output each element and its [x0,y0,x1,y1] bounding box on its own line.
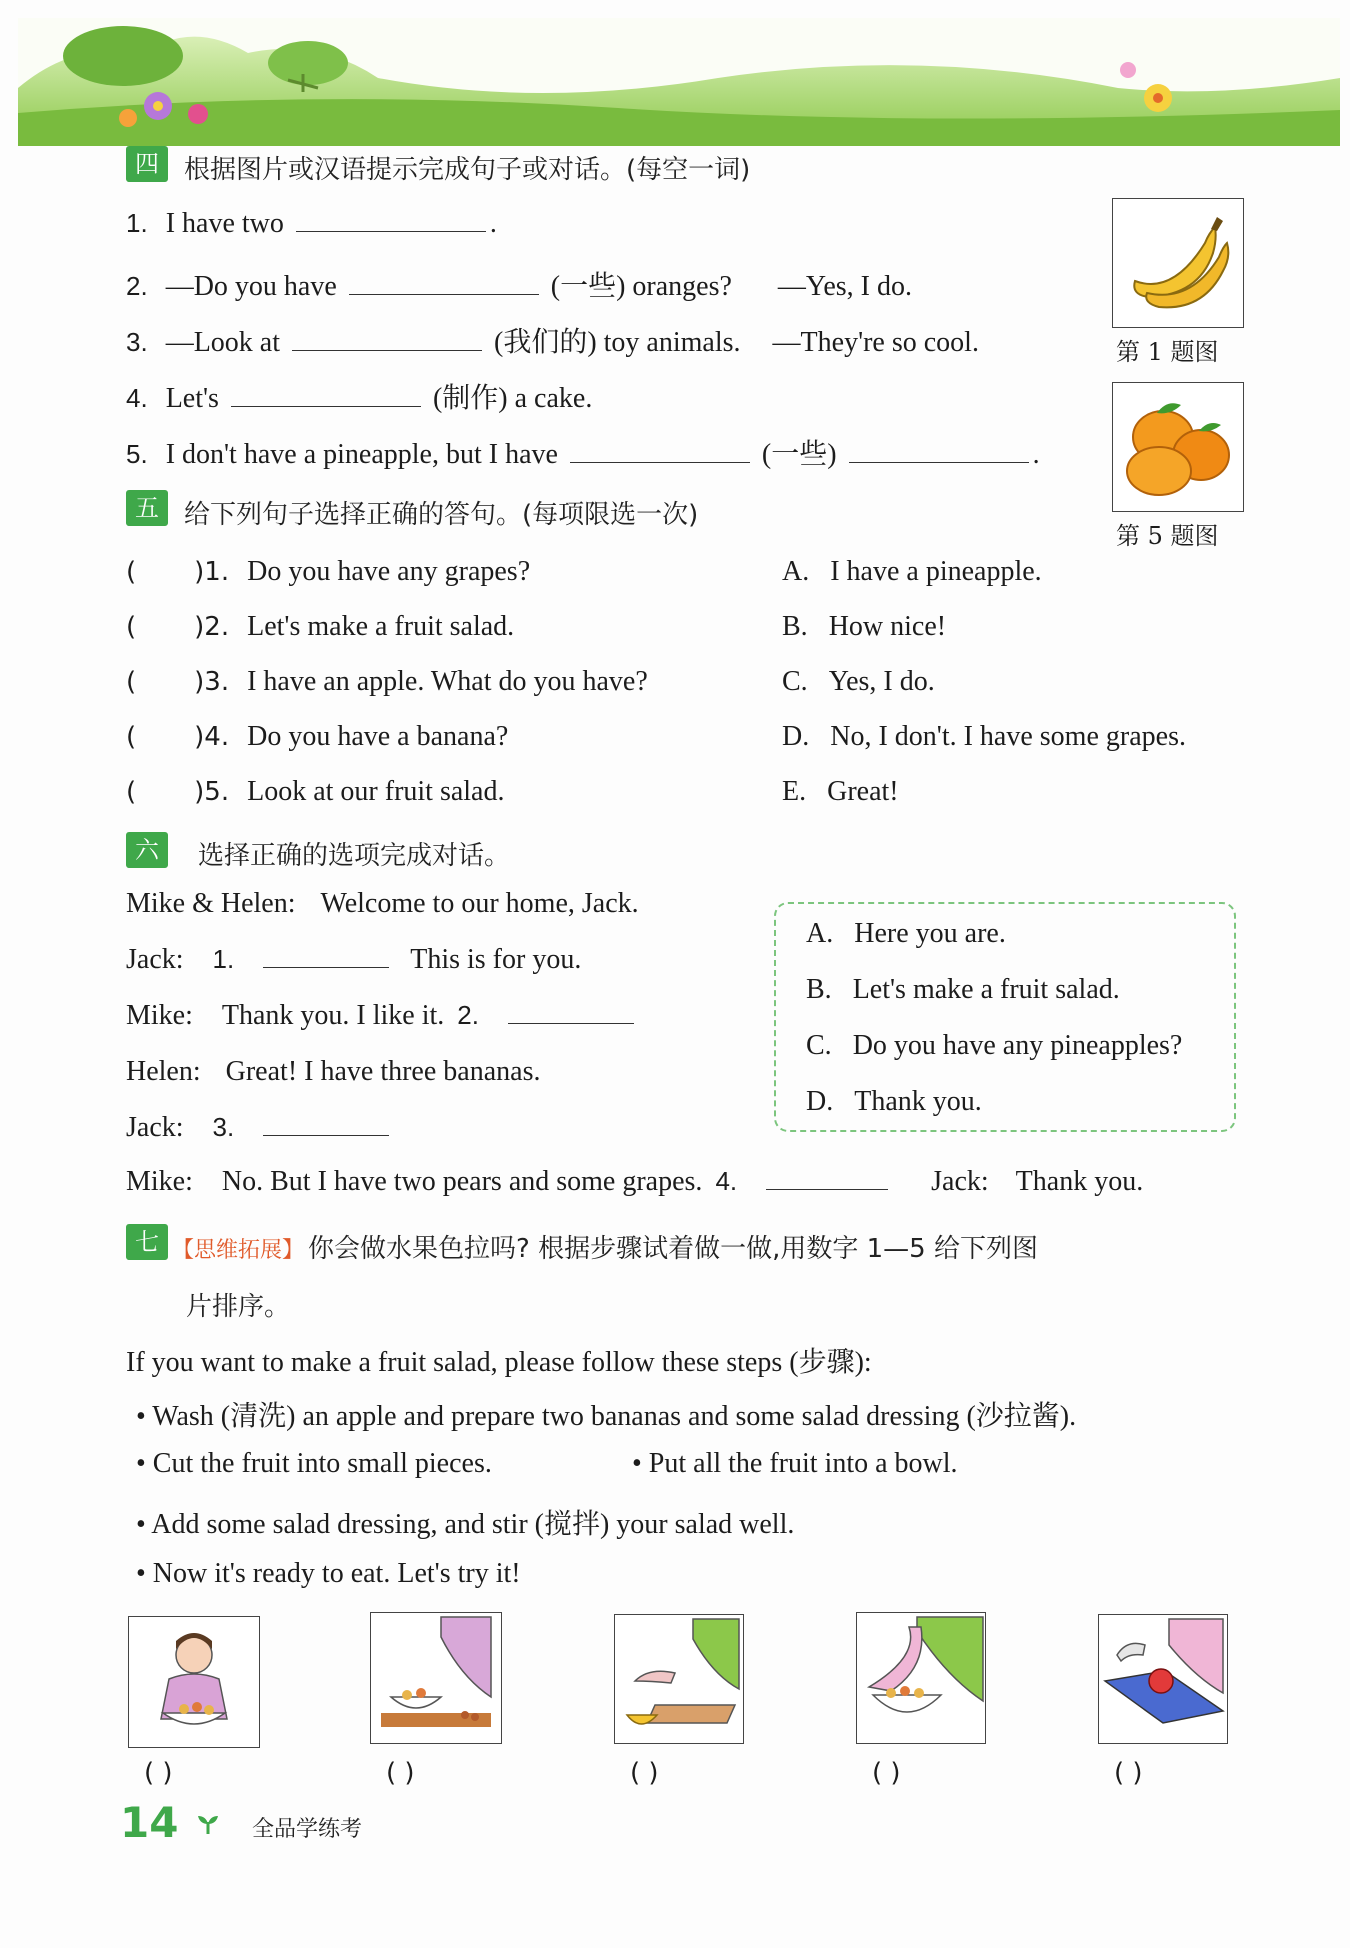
question-text: Let's make a fruit salad. [247,611,515,642]
item-text: Let's [165,383,219,414]
answer-letter: D. [782,721,810,752]
q4-item-1 [126,208,497,240]
picture-adding-dressing [370,1612,502,1744]
item-hint: (一些) oranges? [550,271,732,302]
line-text: This is for you. [410,944,582,975]
answer-blank[interactable] [292,328,482,351]
step-5: • Now it's ready to eat. Let's try it! [136,1558,521,1589]
step-2: • Cut the fruit into small pieces. [136,1448,492,1479]
q5-question-2 [126,611,514,643]
bowl-icon [857,1613,985,1743]
order-answer-1[interactable]: ( ) [144,1758,173,1788]
item-reply: —Yes, I do. [777,271,912,302]
item-end: . [489,208,497,239]
line-text: Thank you. I like it. [221,1000,445,1031]
section-4-title: 根据图片或汉语提示完成句子或对话。(每空一词) [184,155,751,185]
answer-text: Great! [827,776,899,807]
item-number: 2. [126,271,148,301]
step-4: • Add some salad dressing, and stir (搅拌) your salad well. [136,1509,795,1540]
oranges-picture [1112,382,1244,512]
option-a [806,918,1006,950]
blank-number: 2. [457,1000,479,1030]
question-text: I have an apple. What do you have? [247,666,648,697]
section-5-badge: 五 [126,490,168,526]
section-6-badge: 六 [126,832,168,868]
q4-item-4 [126,376,592,416]
q4-item-2 [126,264,912,304]
answer-paren-open: ( [126,722,137,752]
section-7-title-line-2: 片排序。 [186,1292,291,1322]
option-letter: D. [806,1086,834,1117]
answer-blank[interactable] [349,272,539,295]
girl-eating-icon [129,1617,259,1747]
question-number[interactable]: )2. [194,612,230,642]
item-text: I have two [165,208,284,239]
blank-number: 3. [212,1112,235,1142]
answer-blank[interactable] [263,1113,389,1136]
question-text: Do you have any grapes? [247,556,531,587]
order-answer-5[interactable]: ( ) [1114,1758,1143,1788]
section-7-title [172,1228,1038,1265]
question-number[interactable]: )3. [194,667,230,697]
q5-answer-b [782,611,946,643]
dialogue-line-6 [126,1166,1143,1198]
item-number: 4. [126,383,148,413]
item-hint: (制作) a cake. [432,383,593,414]
thinking-extension-tag: 【思维拓展】 [172,1238,305,1263]
answer-paren-open: ( [126,557,137,587]
dialogue-line-2 [126,944,581,976]
order-answer-4[interactable]: ( ) [872,1758,901,1788]
answer-letter: E. [782,776,807,807]
question-number[interactable]: )4. [194,722,230,752]
q5-answer-d [782,721,1186,753]
answer-letter: B. [782,611,808,642]
question-text: Do you have a banana? [247,721,509,752]
q5-answer-e [782,776,899,808]
picture-cutting-fruit [614,1614,744,1744]
option-text: Here you are. [854,918,1006,949]
item-hint: (一些) [761,439,837,470]
answer-blank[interactable] [296,209,486,232]
orange-icon [1113,383,1243,511]
item-hint: (我们的) toy animals. [494,327,741,358]
option-letter: A. [806,918,834,949]
answer-letter: A. [782,556,810,587]
option-letter: B. [806,974,832,1005]
blank-number: 1. [212,944,235,974]
q4-item-3 [126,320,979,360]
option-c [806,1030,1182,1062]
answer-text: Yes, I do. [828,666,935,697]
section-5-title: 给下列句子选择正确的答句。(每项限选一次) [184,500,699,530]
section-7-badge: 七 [126,1224,168,1260]
order-answer-2[interactable]: ( ) [386,1758,415,1788]
speaker: Mike & Helen: [126,888,296,919]
banana-icon [1113,199,1243,327]
speaker: Helen: [126,1056,201,1087]
speaker: Mike: [126,1000,193,1031]
item-reply: —They're so cool. [772,327,979,358]
item-number: 3. [126,327,148,357]
answer-blank[interactable] [231,384,421,407]
title-line-1: 你会做水果色拉吗? 根据步骤试着做一做,用数字 1—5 给下列图 [308,1234,1038,1264]
steps-intro: If you want to make a fruit salad, please follow these steps (步骤): [126,1347,872,1378]
question-number[interactable]: )1. [194,557,230,587]
dressing-icon [371,1613,501,1743]
step-1: • Wash (清洗) an apple and prepare two bananas and some salad dressing (沙拉酱). [136,1401,1077,1432]
picture-washing-apple [1098,1614,1228,1744]
section-6-title: 选择正确的选项完成对话。 [198,841,511,871]
option-text: Let's make a fruit salad. [852,974,1120,1005]
dialogue-line-4 [126,1056,540,1088]
knife-board-icon [615,1615,743,1743]
banana-picture [1112,198,1244,328]
sprout-icon [196,1812,220,1836]
figure-5-caption: 第 5 题图 [1116,522,1219,550]
answer-blank[interactable] [263,945,389,968]
answer-blank[interactable] [849,440,1029,463]
option-b [806,974,1120,1006]
q5-answer-c [782,666,935,698]
answer-paren-open: ( [126,667,137,697]
figure-1-caption: 第 1 题图 [1116,338,1219,366]
q5-question-3 [126,666,648,698]
answer-blank[interactable] [766,1167,888,1190]
order-answer-3[interactable]: ( ) [630,1758,659,1788]
answer-paren-open: ( [126,612,137,642]
option-text: Thank you. [854,1086,982,1117]
speaker: Jack: [931,1166,989,1197]
line-text: Great! I have three bananas. [225,1056,541,1087]
meadow-banner-illustration [18,18,1340,146]
answer-letter: C. [782,666,808,697]
q5-question-1 [126,556,530,588]
blank-number: 4. [715,1166,738,1196]
option-text: Do you have any pineapples? [852,1030,1183,1061]
step-3: • Put all the fruit into a bowl. [632,1448,958,1479]
q5-question-4 [126,721,508,753]
dialogue-line-5 [126,1112,389,1144]
question-text: Look at our fruit salad. [247,776,505,807]
option-letter: C. [806,1030,832,1061]
q4-item-5 [126,432,1040,472]
picture-putting-into-bowl [856,1612,986,1744]
answer-text: I have a pineapple. [830,556,1042,587]
speaker: Jack: [126,1112,184,1143]
answer-text: No, I don't. I have some grapes. [830,721,1186,752]
q5-question-5 [126,776,504,808]
sink-icon [1099,1615,1227,1743]
item-end: . [1032,439,1040,470]
dialogue-line-3 [126,1000,634,1032]
item-text: —Look at [165,327,280,358]
line-text: Welcome to our home, Jack. [320,888,639,919]
answer-text: How nice! [828,611,947,642]
line-text: Thank you. [1015,1166,1144,1197]
answer-blank[interactable] [570,440,750,463]
q5-answer-a [782,556,1042,588]
speaker: Mike: [126,1166,193,1197]
item-number: 5. [126,439,148,469]
line-text: No. But I have two pears and some grapes. [221,1166,703,1197]
option-d [806,1086,982,1118]
answer-blank[interactable] [508,1001,634,1024]
brand-name: 全品学练考 [252,1817,363,1842]
item-text: I don't have a pineapple, but I have [165,439,558,470]
item-number: 1. [126,208,148,238]
picture-eating-salad [128,1616,260,1748]
item-text: —Do you have [165,271,337,302]
question-number[interactable]: )5. [194,777,230,807]
page-number: 14 [120,1798,179,1847]
answer-paren-open: ( [126,777,137,807]
dialogue-line-1 [126,888,639,920]
speaker: Jack: [126,944,184,975]
section-4-badge: 四 [126,146,168,182]
